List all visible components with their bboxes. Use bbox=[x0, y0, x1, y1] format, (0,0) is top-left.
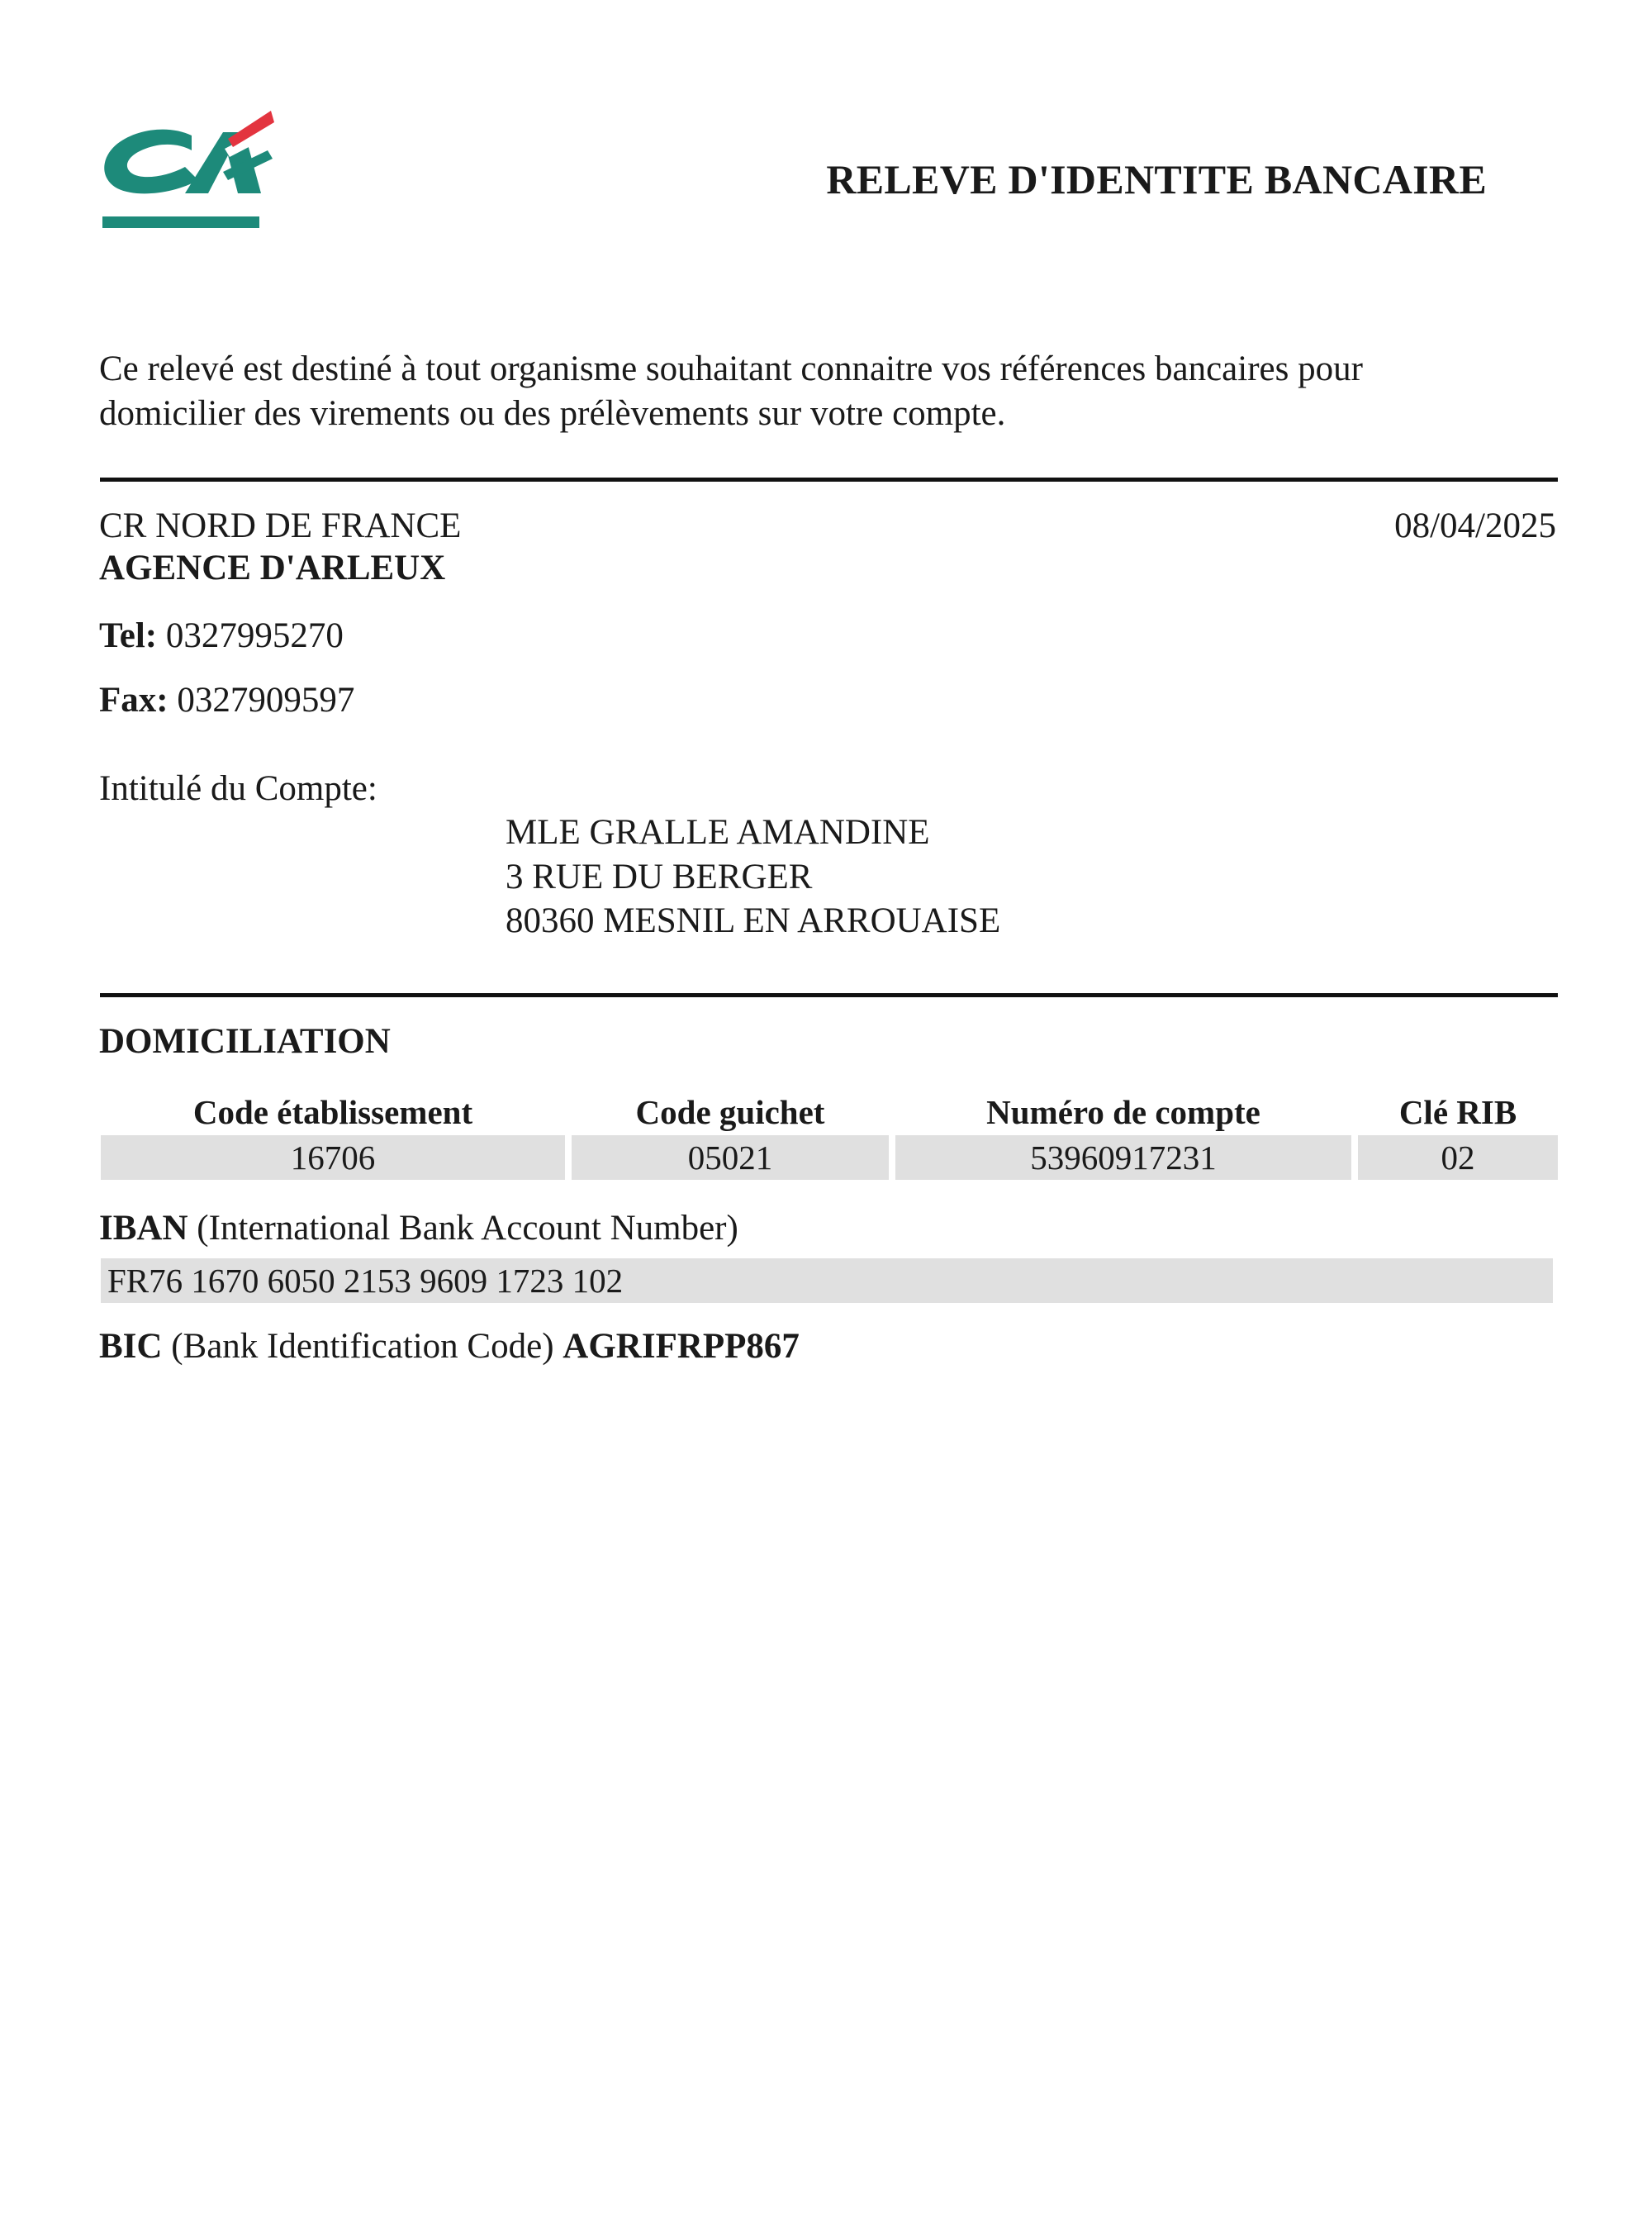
agency-region: CR NORD DE FRANCE bbox=[99, 506, 462, 545]
account-holder-city: 80360 MESNIL EN ARROUAISE bbox=[506, 901, 1001, 940]
rib-header-row bbox=[101, 1089, 1558, 1135]
rib-key-value: 02 bbox=[1358, 1135, 1558, 1180]
account-holder-label: Intitulé du Compte: bbox=[99, 769, 377, 808]
intro-text bbox=[99, 347, 1569, 436]
fax-label: Fax: bbox=[99, 681, 169, 720]
branch-code-value: 05021 bbox=[572, 1135, 889, 1180]
header-account-number: Numéro de compte bbox=[986, 1093, 1260, 1131]
iban-field bbox=[101, 1258, 1553, 1303]
phone-value: 0327995270 bbox=[165, 616, 344, 655]
iban-value: FR76 1670 6050 2153 9609 1723 102 bbox=[107, 1262, 624, 1300]
iban-label bbox=[99, 1208, 738, 1249]
intro-line-1: Ce relevé est destiné à tout organisme souhaitant connaitre vos références bancaires pour bbox=[99, 349, 1363, 388]
domiciliation-title: DOMICILIATION bbox=[99, 1022, 391, 1061]
intro-line-2: domicilier des virements ou des prélèvements sur votre compte. bbox=[99, 394, 1006, 433]
document-date: 08/04/2025 bbox=[1394, 506, 1556, 545]
agency-phone bbox=[99, 616, 344, 657]
divider bbox=[100, 478, 1558, 482]
agency-name: AGENCE D'ARLEUX bbox=[99, 549, 446, 587]
fax-value: 0327909597 bbox=[177, 681, 355, 720]
header-branch-code: Code guichet bbox=[635, 1093, 825, 1131]
account-number-value: 53960917231 bbox=[895, 1135, 1351, 1180]
account-holder-name: MLE GRALLE AMANDINE bbox=[506, 813, 930, 852]
iban-description: (International Bank Account Number) bbox=[197, 1209, 738, 1248]
divider bbox=[100, 993, 1558, 997]
document-title: RELEVE D'IDENTITE BANCAIRE bbox=[826, 156, 1487, 202]
iban-title: IBAN bbox=[99, 1209, 188, 1248]
agency-fax bbox=[99, 680, 354, 721]
account-holder-street: 3 RUE DU BERGER bbox=[506, 858, 813, 896]
bic-value: AGRIFRPP867 bbox=[563, 1327, 800, 1366]
rib-value-row bbox=[101, 1135, 1558, 1180]
bic-description: (Bank Identification Code) bbox=[171, 1327, 554, 1366]
rib-table bbox=[94, 1089, 1564, 1180]
credit-agricole-logo-icon bbox=[99, 107, 274, 233]
header-rib-key: Clé RIB bbox=[1398, 1093, 1517, 1131]
header-bank-code: Code établissement bbox=[192, 1093, 473, 1131]
bic-line bbox=[99, 1326, 800, 1367]
phone-label: Tel: bbox=[99, 616, 158, 655]
bic-title: BIC bbox=[99, 1327, 163, 1366]
bank-code-value: 16706 bbox=[101, 1135, 565, 1180]
